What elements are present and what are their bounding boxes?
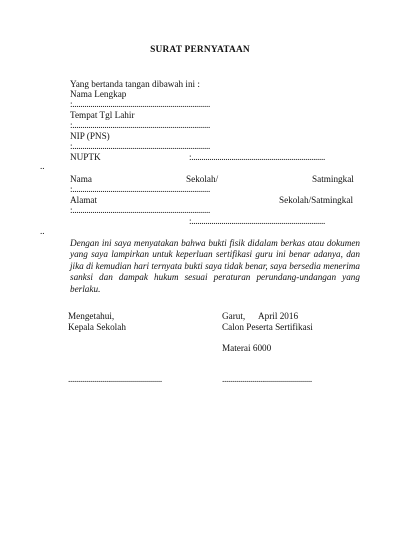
stray-mark-2: .. [40, 226, 45, 236]
label-nip: NIP (PNS) [70, 131, 110, 141]
label-alamat-part2: Sekolah/Satmingkal [279, 195, 354, 205]
sign-right-blank: ............................................. [222, 374, 312, 384]
statement-paragraph: Dengan ini saya menyatakan bahwa bukti fisik didalam berkas atau dokumen yang saya lampirkan untuk keperluan sertifikasi guru ini benar adanya, dan jika di kemudian hari ternyata bukti saya tidak benar, saya bersedia menerima sanksi dan dampak hukum sesuai peraturan perundang-undangan yang berlaku. [70, 238, 360, 294]
document-title: SURAT PERNYATAAN [150, 45, 250, 55]
label-nama-sekolah-part3: Satmingkal [312, 174, 354, 184]
label-alamat-part1: Alamat [70, 195, 98, 205]
materai-label: Materai 6000 [222, 343, 272, 353]
blank-nama-lengkap: :..................................................................... [70, 99, 211, 109]
label-nama-sekolah-part2: Sekolah/ [186, 174, 219, 184]
sign-right-line2: Calon Peserta Sertifikasi [222, 322, 313, 332]
sign-right-place: Garut, [222, 311, 246, 321]
stray-mark: .. [40, 161, 45, 171]
label-tempat-tgl-lahir: Tempat Tgl Lahir [70, 110, 135, 120]
label-nuptk: NUPTK [70, 152, 101, 162]
label-nama-lengkap: Nama Lengkap [70, 89, 127, 99]
blank-alamat-2: :................................................................... [189, 216, 326, 226]
blank-nama-sekolah: :..................................................................... [70, 184, 211, 194]
blank-tempat-tgl-lahir: :..................................................................... [70, 120, 211, 130]
blank-nuptk: :................................................................... [189, 152, 326, 162]
sign-left-line1: Mengetahui, [68, 311, 115, 321]
intro-text: Yang bertanda tangan dibawah ini : [70, 79, 200, 89]
blank-nip: :..................................................................... [70, 141, 211, 151]
blank-alamat: :..................................................................... [70, 205, 211, 215]
sign-right-date: April 2016 [258, 311, 299, 321]
sign-left-blank: ............................................... [68, 374, 162, 384]
sign-left-line2: Kepala Sekolah [68, 322, 126, 332]
label-nama-sekolah-part1: Nama [70, 174, 92, 184]
